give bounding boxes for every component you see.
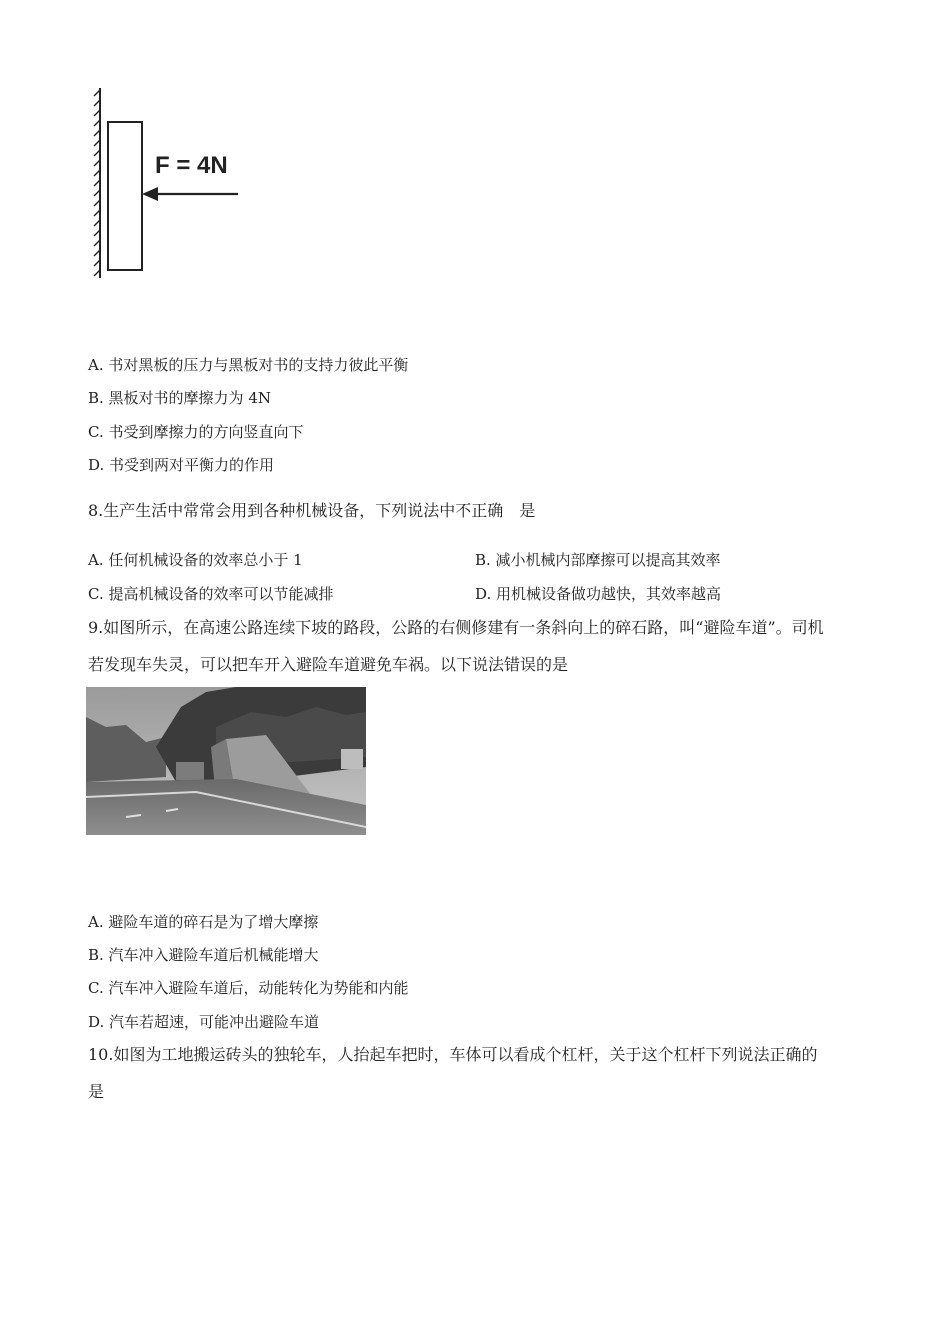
q7-option-c: C. 书受到摩擦力的方向竖直向下 xyxy=(88,423,304,441)
q7-option-a: A. 书对黑板的压力与黑板对书的支持力彼此平衡 xyxy=(88,356,409,374)
q10-stem-line2: 是 xyxy=(88,1082,105,1101)
q8-option-b: B. 减小机械内部摩擦可以提高其效率 xyxy=(475,551,721,569)
q9-option-c: C. 汽车冲入避险车道后，动能转化为势能和内能 xyxy=(88,979,409,997)
book-rect xyxy=(108,122,142,270)
q8-stem: 8.生产生活中常常会用到各种机械设备，下列说法中不正确 是 xyxy=(88,501,536,520)
force-arrowhead-icon xyxy=(142,187,158,201)
q9-option-b: B. 汽车冲入避险车道后机械能增大 xyxy=(88,946,319,964)
book-wall-figure xyxy=(90,80,250,285)
q7-option-d: D. 书受到两对平衡力的作用 xyxy=(88,456,275,474)
q8-option-a: A. 任何机械设备的效率总小于 1 xyxy=(88,551,303,569)
force-label: F = 4N xyxy=(155,152,228,179)
q8-option-d: D. 用机械设备做功越快，其效率越高 xyxy=(475,585,722,603)
q10-stem-line1: 10.如图为工地搬运砖头的独轮车，人抬起车把时，车体可以看成个杠杆，关于这个杠杆下列说法正确的 xyxy=(88,1045,818,1064)
q9-stem-line1: 9.如图所示，在高速公路连续下坡的路段，公路的右侧修建有一条斜向上的碎石路，叫“避险车道”。司机 xyxy=(88,618,824,637)
q8-option-c: C. 提高机械设备的效率可以节能减排 xyxy=(88,585,334,603)
escape-ramp-photo xyxy=(86,687,366,835)
q9-option-a: A. 避险车道的碎石是为了增大摩擦 xyxy=(88,913,319,931)
q9-option-d: D. 汽车若超速，可能冲出避险车道 xyxy=(88,1013,320,1031)
q9-stem-line2: 若发现车失灵，可以把车开入避险车道避免车祸。以下说法错误的是 xyxy=(88,655,569,674)
q7-option-b: B. 黑板对书的摩擦力为 4N xyxy=(88,389,271,407)
